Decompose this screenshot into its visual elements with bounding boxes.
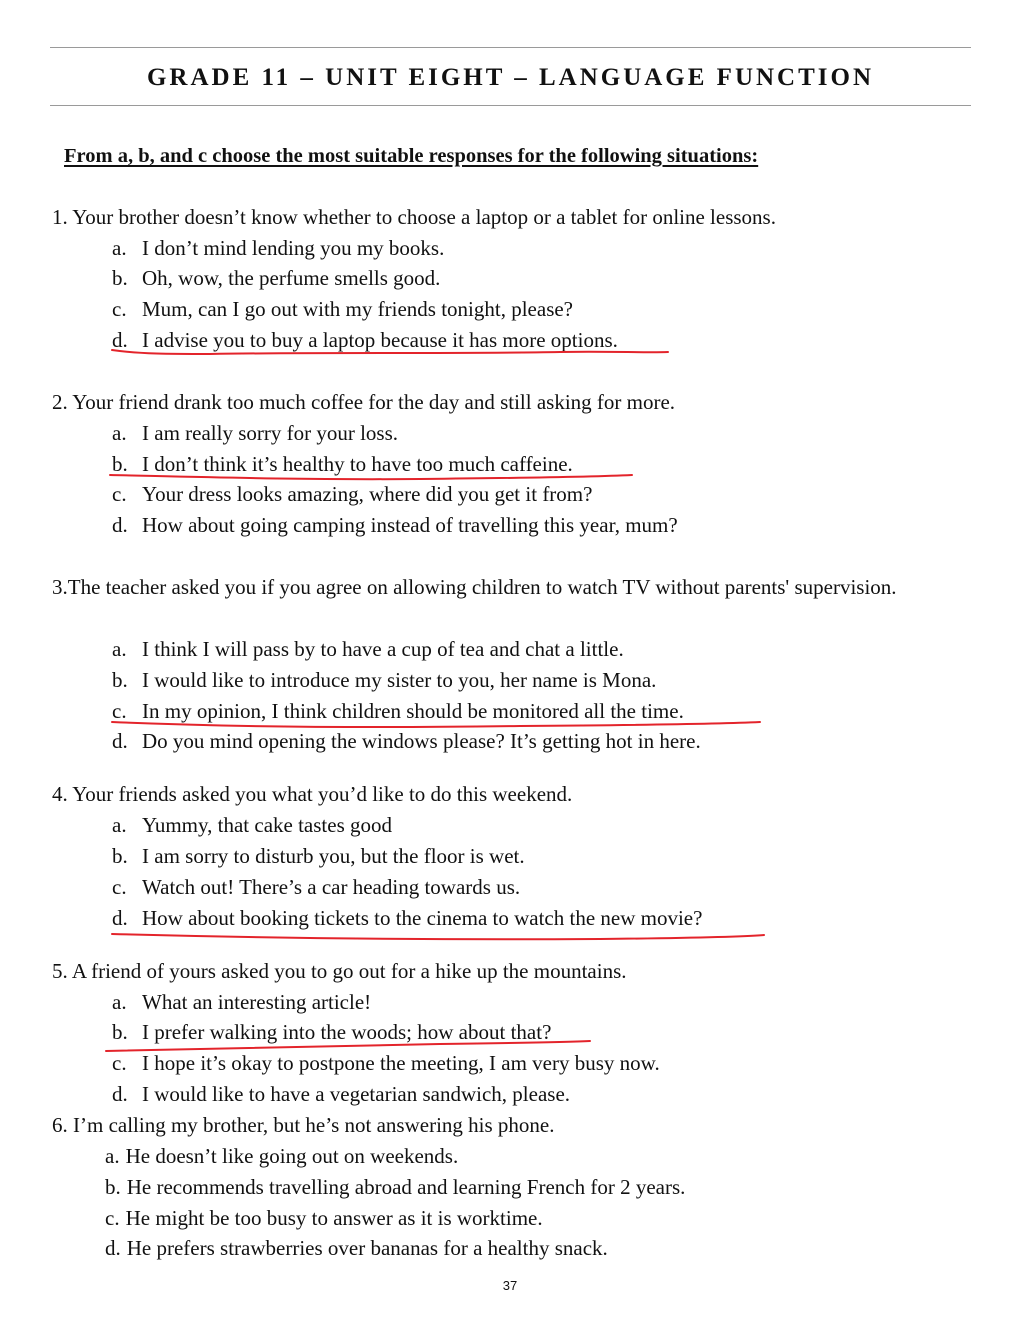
option-text: How about booking tickets to the cinema to watch the new movie? bbox=[142, 906, 703, 930]
question-3-option-c bbox=[112, 696, 684, 727]
option-text: I think I will pass by to have a cup of tea and chat a little. bbox=[142, 637, 624, 661]
option-letter: c. bbox=[112, 482, 127, 506]
option-letter: a. bbox=[112, 637, 127, 661]
option-text: He might be too busy to answer as it is worktime. bbox=[125, 1206, 543, 1230]
option-letter: d. bbox=[112, 906, 128, 930]
option-letter: c. bbox=[112, 699, 127, 723]
question-2-option-a bbox=[112, 418, 398, 449]
question-6-prompt: 6. I’m calling my brother, but he’s not answering his phone. bbox=[52, 1113, 555, 1137]
question-6-option-b bbox=[105, 1172, 685, 1203]
question-5-prompt: 5. A friend of yours asked you to go out for a hike up the mountains. bbox=[52, 959, 627, 983]
option-text: I don’t think it’s healthy to have too much caffeine. bbox=[142, 452, 573, 476]
option-letter: d. bbox=[112, 513, 128, 537]
page-title: GRADE 11 – UNIT EIGHT – LANGUAGE FUNCTION bbox=[146, 64, 875, 91]
option-text: He prefers strawberries over bananas for a healthy snack. bbox=[126, 1236, 608, 1260]
header-bottom-rule bbox=[50, 105, 971, 106]
question-1-option-c bbox=[112, 294, 573, 325]
option-letter: b. bbox=[112, 668, 128, 692]
question-3-prompt: 3.The teacher asked you if you agree on allowing children to watch TV without parents' supervision. bbox=[52, 575, 897, 599]
option-text: Mum, can I go out with my friends tonight, please? bbox=[142, 297, 574, 321]
option-text: I would like to have a vegetarian sandwich, please. bbox=[142, 1082, 571, 1106]
top-rule bbox=[50, 47, 971, 48]
option-letter: d. bbox=[105, 1236, 121, 1260]
option-letter: c. bbox=[112, 297, 127, 321]
question-4-option-c bbox=[112, 872, 520, 903]
option-text: I am sorry to disturb you, but the floor is wet. bbox=[142, 844, 525, 868]
option-letter: a. bbox=[112, 990, 127, 1014]
question-2-option-b bbox=[112, 449, 573, 480]
question-6-option-d bbox=[105, 1233, 608, 1264]
question-2-option-d bbox=[112, 510, 678, 541]
option-letter: b. bbox=[112, 844, 128, 868]
option-letter: c. bbox=[112, 875, 127, 899]
question-1-option-d bbox=[112, 325, 618, 356]
option-letter: a. bbox=[112, 813, 127, 837]
instructions: From a, b, and c choose the most suitable responses for the following situations: bbox=[64, 145, 759, 167]
question-2-option-c bbox=[112, 479, 592, 510]
question-1-option-a bbox=[112, 233, 444, 264]
option-text: Oh, wow, the perfume smells good. bbox=[142, 266, 441, 290]
question-5-option-c bbox=[112, 1048, 660, 1079]
question-6-option-a bbox=[105, 1141, 458, 1172]
question-4-option-b bbox=[112, 841, 525, 872]
option-letter: d. bbox=[112, 1082, 128, 1106]
option-text: Watch out! There’s a car heading towards us. bbox=[142, 875, 521, 899]
option-letter: c. bbox=[105, 1206, 120, 1230]
option-text: Do you mind opening the windows please? It’s getting hot in here. bbox=[142, 729, 701, 753]
option-letter: b. bbox=[112, 452, 128, 476]
option-text: Yummy, that cake tastes good bbox=[142, 813, 393, 837]
option-text: I hope it’s okay to postpone the meeting, I am very busy now. bbox=[142, 1051, 660, 1075]
option-text: I advise you to buy a laptop because it has more options. bbox=[142, 328, 618, 352]
question-4-prompt: 4. Your friends asked you what you’d like to do this weekend. bbox=[52, 782, 573, 806]
question-6-option-c bbox=[105, 1203, 543, 1234]
question-4-option-a bbox=[112, 810, 392, 841]
option-letter: b. bbox=[112, 266, 128, 290]
option-letter: d. bbox=[112, 729, 128, 753]
option-text: How about going camping instead of travelling this year, mum? bbox=[142, 513, 678, 537]
question-4-option-d bbox=[112, 903, 702, 934]
option-letter: b. bbox=[105, 1175, 121, 1199]
question-3-option-b bbox=[112, 665, 656, 696]
question-3-option-a bbox=[112, 634, 624, 665]
question-2-prompt: 2. Your friend drank too much coffee for the day and still asking for more. bbox=[52, 390, 676, 414]
option-text: Your dress looks amazing, where did you get it from? bbox=[142, 482, 593, 506]
option-letter: a. bbox=[112, 421, 127, 445]
option-text: In my opinion, I think children should be monitored all the time. bbox=[142, 699, 684, 723]
question-5-option-b bbox=[112, 1017, 551, 1048]
option-text: He doesn’t like going out on weekends. bbox=[125, 1144, 459, 1168]
option-letter: d. bbox=[112, 328, 128, 352]
question-3-option-d bbox=[112, 726, 701, 757]
option-text: I prefer walking into the woods; how about that? bbox=[142, 1020, 552, 1044]
question-5-option-a bbox=[112, 987, 371, 1018]
option-letter: a. bbox=[105, 1144, 120, 1168]
option-letter: a. bbox=[112, 236, 127, 260]
option-text: He recommends travelling abroad and learning French for 2 years. bbox=[126, 1175, 686, 1199]
question-5-option-d bbox=[112, 1079, 570, 1110]
question-1-option-b bbox=[112, 263, 440, 294]
option-text: I don’t mind lending you my books. bbox=[142, 236, 445, 260]
option-letter: c. bbox=[112, 1051, 127, 1075]
option-text: What an interesting article! bbox=[142, 990, 372, 1014]
answer-underline-q4 bbox=[112, 934, 764, 939]
option-text: I am really sorry for your loss. bbox=[142, 421, 399, 445]
page-number: 37 bbox=[502, 1278, 518, 1293]
option-text: I would like to introduce my sister to you, her name is Mona. bbox=[142, 668, 657, 692]
option-letter: b. bbox=[112, 1020, 128, 1044]
question-1-prompt: 1. Your brother doesn’t know whether to choose a laptop or a tablet for online lessons. bbox=[52, 205, 776, 229]
